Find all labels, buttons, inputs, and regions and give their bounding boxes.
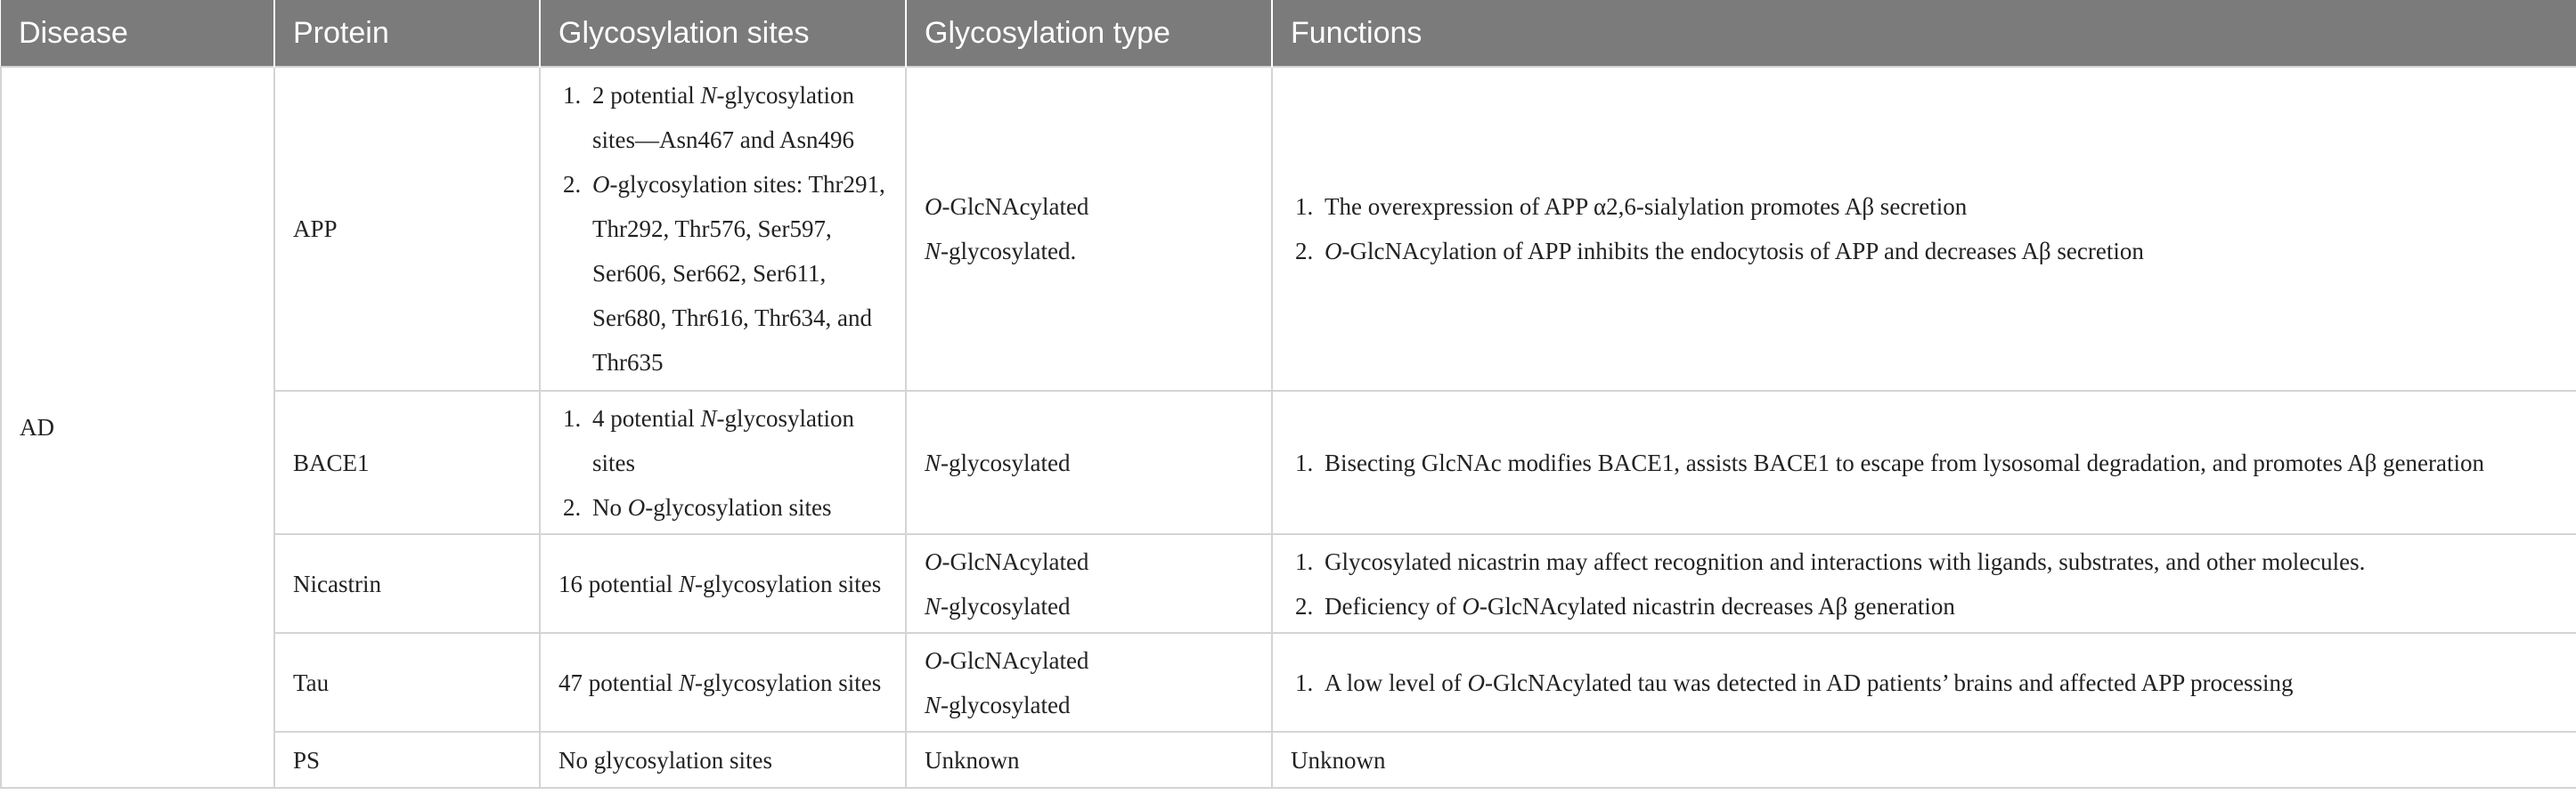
sites-cell: 47 potential N-glycosylation sites xyxy=(540,633,906,732)
functions-cell xyxy=(1272,633,2576,732)
table-row-tau xyxy=(1,633,2576,732)
functions-list xyxy=(1291,184,2558,273)
list-item: 2. Deficiency of O-GlcNAcylated nicastrin decreases Aβ generation xyxy=(1319,584,2558,629)
protein-cell: Nicastrin xyxy=(274,534,540,633)
table-row-bace1 xyxy=(1,391,2576,534)
list-item: 1. A low level of O-GlcNAcylated tau was detected in AD patients’ brains and affected APP processing xyxy=(1319,661,2558,705)
type-cell xyxy=(906,67,1272,391)
sites-cell xyxy=(540,391,906,534)
functions-cell: Unknown xyxy=(1272,732,2576,788)
list-item: 1. 4 potential N-glycosylation sites xyxy=(587,396,887,485)
header-functions: Functions xyxy=(1272,0,2576,67)
type-cell xyxy=(906,534,1272,633)
functions-list xyxy=(1291,441,2558,485)
header-glycosylation-type: Glycosylation type xyxy=(906,0,1272,67)
protein-cell: BACE1 xyxy=(274,391,540,534)
type-cell: Unknown xyxy=(906,732,1272,788)
list-item: 1. 2 potential N-glycosylation sites—Asn467 and Asn496 xyxy=(587,73,887,162)
type-cell xyxy=(906,633,1272,732)
list-item: 2. O-GlcNAcylation of APP inhibits the endocytosis of APP and decreases Aβ secretion xyxy=(1319,229,2558,273)
protein-cell: PS xyxy=(274,732,540,788)
list-item: 2. No O-glycosylation sites xyxy=(587,485,887,530)
type-line: O-GlcNAcylated xyxy=(925,548,1089,575)
sites-list xyxy=(558,73,887,385)
type-line: O-GlcNAcylated xyxy=(925,193,1089,220)
sites-cell xyxy=(540,67,906,391)
list-item: 2. O-glycosylation sites: Thr291, Thr292, Thr576, Ser597, Ser606, Ser662, Ser611, Ser680, Thr616, Thr634, and Thr635 xyxy=(587,162,887,385)
protein-cell: Tau xyxy=(274,633,540,732)
header-glycosylation-sites: Glycosylation sites xyxy=(540,0,906,67)
sites-cell: No glycosylation sites xyxy=(540,732,906,788)
sites-cell: 16 potential N-glycosylation sites xyxy=(540,534,906,633)
table-row-nicastrin xyxy=(1,534,2576,633)
functions-cell xyxy=(1272,391,2576,534)
type-line: O-GlcNAcylated xyxy=(925,646,1089,674)
disease-cell: AD xyxy=(1,67,274,788)
type-line: N-glycosylated xyxy=(925,592,1071,620)
header-protein: Protein xyxy=(274,0,540,67)
header-row xyxy=(1,0,2576,67)
functions-list xyxy=(1291,539,2558,629)
type-cell xyxy=(906,391,1272,534)
list-item: 1. The overexpression of APP α2,6-sialylation promotes Aβ secretion xyxy=(1319,184,2558,229)
table-row-ps xyxy=(1,732,2576,788)
functions-cell xyxy=(1272,534,2576,633)
type-line: N-glycosylated xyxy=(925,449,1071,476)
list-item: 1. Bisecting GlcNAc modifies BACE1, assists BACE1 to escape from lysosomal degradation, and promotes Aβ generation xyxy=(1319,441,2558,485)
table-row-app xyxy=(1,67,2576,391)
sites-list xyxy=(558,396,887,530)
protein-cell: APP xyxy=(274,67,540,391)
header-disease: Disease xyxy=(1,0,274,67)
functions-list xyxy=(1291,661,2558,705)
list-item: 1. Glycosylated nicastrin may affect recognition and interactions with ligands, substrates, and other molecules. xyxy=(1319,539,2558,584)
type-line: N-glycosylated. xyxy=(925,238,1077,264)
type-line: N-glycosylated xyxy=(925,691,1071,718)
functions-cell xyxy=(1272,67,2576,391)
